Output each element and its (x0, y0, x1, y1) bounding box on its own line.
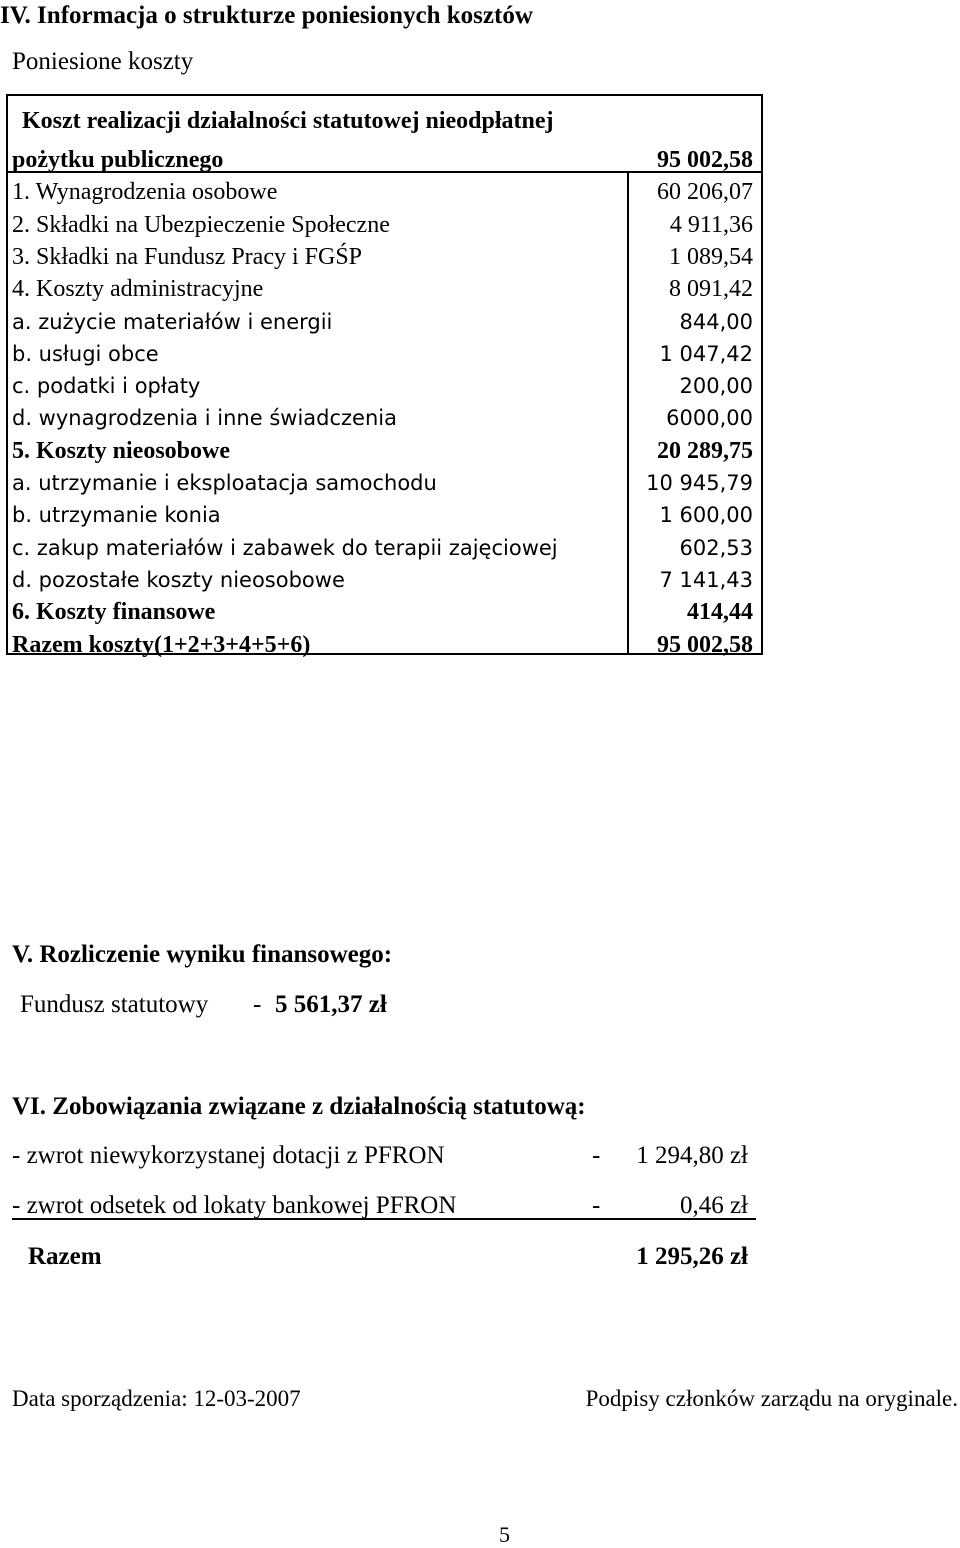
table-row-label: a. zużycie materiałów i energii (12, 309, 333, 334)
signatures-note: Podpisy członków zarządu na oryginale. (585, 1386, 958, 1411)
table-row-value: 4 911,36 (669, 211, 753, 238)
liability-label-1: - zwrot niewykorzystanej dotacji z PFRON (12, 1142, 445, 1169)
section-iv-title: IV. Informacja o strukturze poniesionych kosztów (0, 2, 533, 29)
table-header: Koszt realizacji działalności statutowej nieodpłatnej (22, 108, 554, 134)
table-row-label: Razem koszty(1+2+3+4+5+6) (12, 631, 311, 658)
liability-dash-1: - (592, 1142, 601, 1169)
table-row-value: 7 141,43 (659, 567, 753, 592)
liability-underline (12, 1218, 756, 1220)
table-row-label: 2. Składki na Ubezpieczenie Społeczne (12, 211, 390, 238)
table-row-label: b. usługi obce (12, 341, 159, 366)
table-row-value: 602,53 (679, 535, 753, 560)
table-row-value: 414,44 (687, 599, 753, 626)
fund-value: 5 561,37 zł (275, 991, 387, 1018)
table-row-value: 1 089,54 (669, 243, 753, 270)
table-row-label: 1. Wynagrodzenia osobowe (12, 179, 278, 206)
table-row-value: 8 091,42 (669, 276, 753, 303)
table-row-value: 95 002,58 (657, 631, 753, 658)
table-row-value: 10 945,79 (646, 471, 753, 495)
table-row-label: c. zakup materiałów i zabawek do terapii zajęciowej (12, 535, 558, 560)
liability-value-1: 1 294,80 zł (636, 1142, 748, 1169)
table-column-divider (627, 171, 629, 653)
table-row-label: b. utrzymanie konia (12, 503, 221, 528)
costs-subtitle: Poniesione koszty (12, 48, 194, 75)
table-row-label: a. utrzymanie i eksploatacja samochodu (12, 471, 437, 495)
liability-label-2: - zwrot odsetek od lokaty bankowej PFRON (12, 1192, 457, 1219)
table-row-label: c. podatki i opłaty (12, 374, 201, 399)
section-v-title: V. Rozliczenie wyniku finansowego: (12, 941, 393, 968)
table-row-value: 1 047,42 (659, 341, 753, 366)
table-row-value: 20 289,75 (657, 437, 753, 464)
liabilities-total-label: Razem (28, 1243, 102, 1270)
liabilities-total-value: 1 295,26 zł (636, 1243, 748, 1270)
liability-dash-2: - (592, 1192, 601, 1219)
preparation-date: Data sporządzenia: 12-03-2007 (12, 1386, 301, 1411)
table-row-label: 4. Koszty administracyjne (12, 276, 264, 303)
table-row-value: 200,00 (679, 374, 753, 399)
table-row-value: 60 206,07 (657, 179, 753, 206)
table-row-value: 844,00 (679, 309, 753, 334)
liability-value-2: 0,46 zł (679, 1192, 748, 1219)
fund-dash: - (253, 991, 262, 1018)
table-row-value: 95 002,58 (657, 147, 753, 173)
page-number: 5 (499, 1522, 510, 1547)
table-row-label: 5. Koszty nieosobowe (12, 437, 230, 464)
table-row-value: 6000,00 (666, 406, 753, 431)
table-row-label: 6. Koszty finansowe (12, 599, 216, 626)
table-row-label: d. pozostałe koszty nieosobowe (12, 567, 345, 592)
table-row-label: 3. Składki na Fundusz Pracy i FGŚP (12, 243, 363, 270)
section-vi-title: VI. Zobowiązania związane z działalnością statutową: (12, 1093, 586, 1120)
fund-label: Fundusz statutowy (20, 991, 209, 1018)
table-row-value: 1 600,00 (659, 503, 753, 528)
table-row-label: d. wynagrodzenia i inne świadczenia (12, 406, 397, 431)
cost-table (6, 94, 763, 658)
table-row-label: pożytku publicznego (12, 147, 224, 173)
